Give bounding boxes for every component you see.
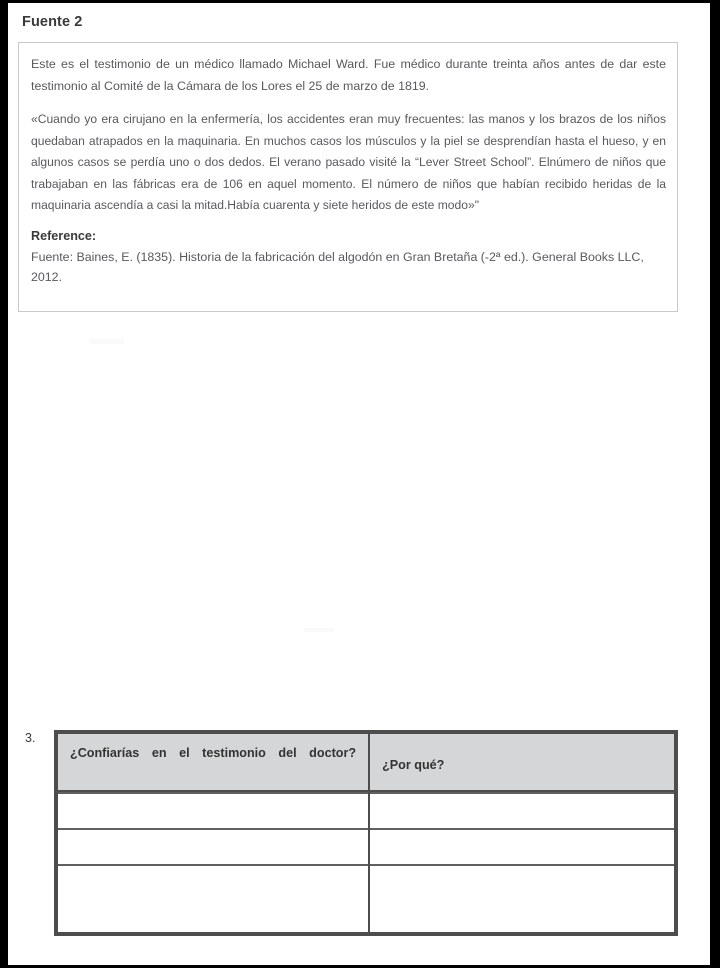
table-header-row [57,733,675,791]
answer-cell-why[interactable] [369,791,675,933]
writing-line[interactable] [58,792,368,794]
document-page [8,3,710,965]
source-intro-paragraph: Este es el testimonio de un médico llamado Michael Ward. Fue médico durante treinta años antes de dar este testimonio al Comité de la Cámara de los Lores el 25 de marzo de 1819. [31,57,666,93]
table-row [57,791,675,933]
writing-line[interactable] [370,792,674,794]
column-header-question [57,733,369,791]
column-header-question-label: ¿Confiarías en el testimonio del doctor? [70,746,357,760]
page-title: Fuente 2 [22,14,83,30]
answer-cell-question[interactable] [57,791,369,933]
column-header-why [369,733,675,791]
writing-line[interactable] [370,828,674,830]
reference-citation: Fuente: Baines, E. (1835). Historia de la fabricación del algodón en Gran Bretaña (-2ª ed.). General Books LLC, 2012. [31,249,644,284]
writing-line[interactable] [58,864,368,866]
answer-table [54,730,678,936]
writing-line[interactable] [58,828,368,830]
column-header-why-label: ¿Por qué? [382,758,445,772]
scan-artifact-upper [90,339,124,344]
writing-line[interactable] [370,864,674,866]
source-text-box [18,42,678,312]
scan-artifact-lower [304,628,334,632]
question-number: 3. [25,731,36,745]
source-quote-paragraph: «Cuando yo era cirujano en la enfermería, los accidentes eran muy frecuentes: las manos y los brazos de los niños quedaban atrapados en la maquinaria. En muchos casos los músculos y la piel se desprendían hasta el hueso, y en algunos casos se perdía uno o dos dedos. El verano pasado visité la “Lever Street School”. Elnúmero de niños que trabajaban en las fábricas era de 106 en aquel momento. El número de niños que habían recibido heridas de la maquinaria ascendía a casi la mitad.Había cuarenta y siete heridos de este modo»" [31,112,666,212]
reference-label: Reference: [31,228,97,243]
